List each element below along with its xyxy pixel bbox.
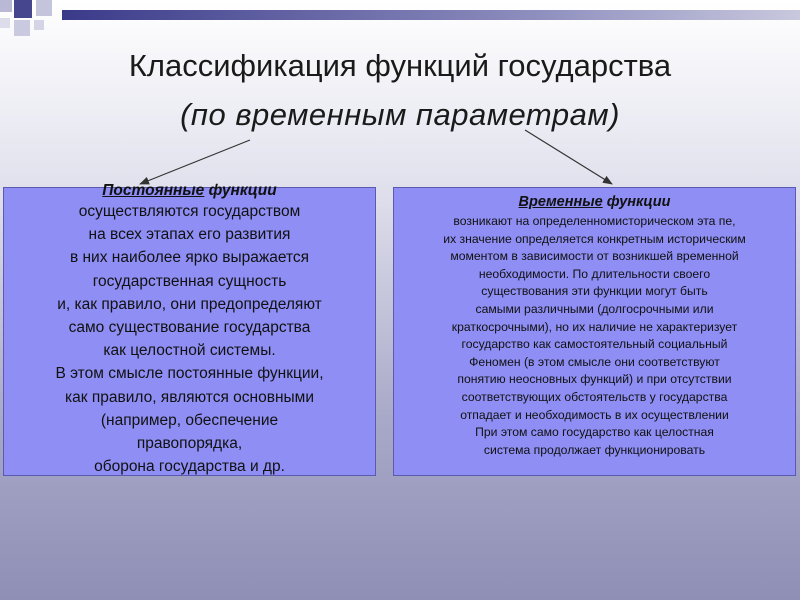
card-line: (например, обеспечение	[100, 411, 279, 429]
card-line: государственная сущность	[92, 272, 287, 290]
card-line: система продолжает функционировать	[483, 442, 706, 457]
heading-rest: функции	[602, 194, 671, 210]
card-line: само существование государства	[68, 319, 311, 337]
card-line: необходимости. По длительности своего	[478, 266, 711, 281]
card-line: осуществляются государством	[78, 203, 301, 220]
card-line: оборона государства и др.	[94, 458, 285, 476]
card-line: В этом смысле постоянные функции,	[55, 365, 324, 383]
card-line: краткосрочными), но их наличие не характеризует	[451, 319, 738, 334]
card-line: Феномен (в этом смысле они соответствуют	[469, 354, 720, 369]
card-line: самыми различными (долгосрочными или	[475, 301, 714, 316]
card-line: При этом само государство как целостная	[475, 425, 714, 440]
card-line: их значение определяется конкретным историческим	[443, 231, 746, 246]
card-line: государство как самостоятельный социальный	[461, 337, 728, 352]
heading-underlined-word: Постоянные	[102, 182, 205, 199]
card-line: в них наиболее ярко выражается	[69, 249, 310, 267]
card-line: на всех этапах его развития	[88, 226, 291, 244]
card-line: отпадает и необходимость в их осуществлении	[460, 407, 729, 422]
temporary-functions-card	[393, 187, 796, 476]
slide-title: Классификация функций государства	[128, 48, 672, 83]
card-line: понятию неосновных функций) и при отсутствии	[457, 372, 732, 387]
card-line: соответствующих обстоятельств у государства	[461, 389, 728, 404]
card-line: как правило, являются основными	[65, 388, 314, 406]
arrow-to-right-card	[525, 130, 612, 184]
card-line: и, как правило, они предопределяют	[57, 295, 322, 313]
permanent-functions-heading	[4, 181, 375, 200]
permanent-functions-card	[3, 182, 376, 476]
heading-rest: функции	[204, 182, 277, 199]
slide-subtitle: (по временным параметрам)	[180, 97, 620, 132]
temporary-functions-heading	[394, 193, 795, 211]
card-line: возникают на определенномисторическом эта пе,	[453, 214, 736, 228]
arrow-to-left-card	[140, 140, 250, 184]
card-line: существования эти функции могут быть	[481, 284, 708, 299]
card-line: правопорядка,	[136, 435, 243, 453]
card-line: как целостной системы.	[103, 342, 276, 360]
heading-underlined-word: Временные	[518, 194, 603, 210]
card-line: моментом в зависимости от возникшей временной	[450, 249, 739, 264]
